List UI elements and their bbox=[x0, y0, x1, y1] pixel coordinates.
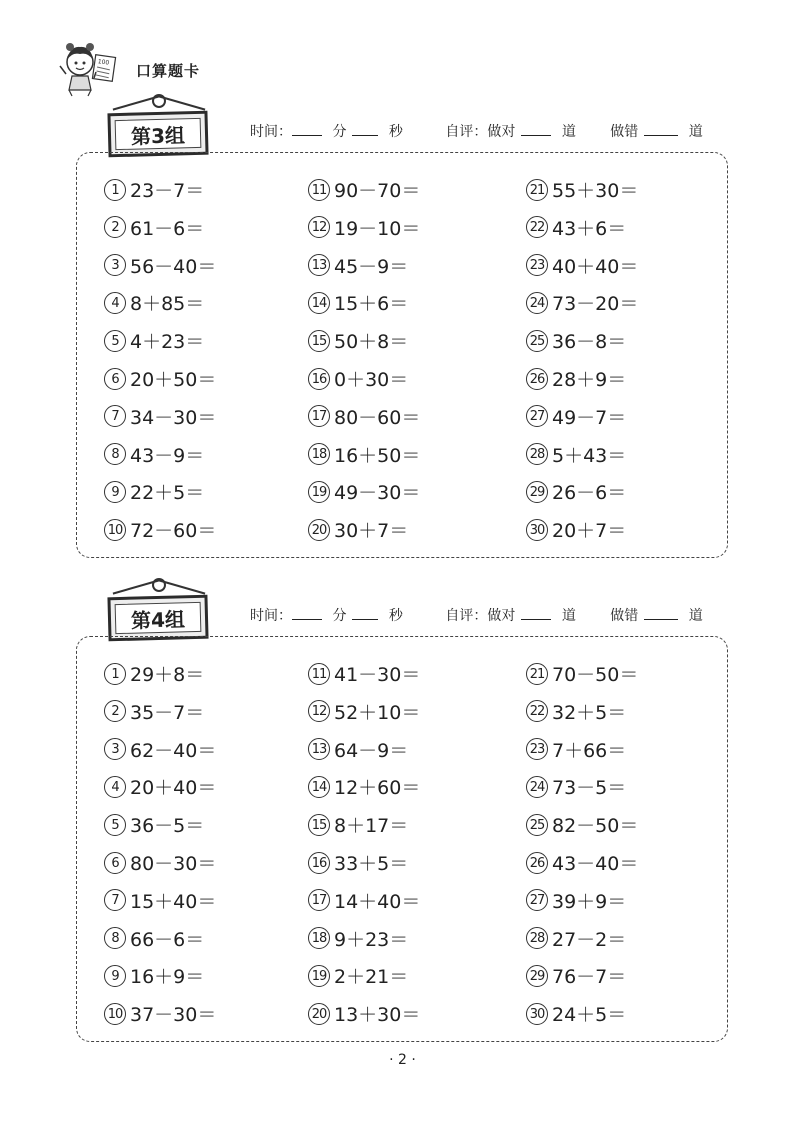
problem-item bbox=[526, 441, 626, 468]
problem-item bbox=[526, 365, 626, 392]
problem-expression: 80－60＝ bbox=[334, 406, 421, 429]
problem-item bbox=[104, 327, 204, 354]
problem-number: 2 bbox=[104, 700, 126, 722]
problem-item bbox=[308, 698, 420, 725]
problem-expression: 15＋40＝ bbox=[130, 890, 217, 913]
problem-expression: 50＋8＝ bbox=[334, 331, 409, 354]
problem-expression: 30＋7＝ bbox=[334, 520, 409, 543]
problem-item bbox=[526, 516, 626, 543]
problem-number: 30 bbox=[526, 519, 548, 541]
problem-number: 6 bbox=[104, 852, 126, 874]
problem-number: 26 bbox=[526, 368, 548, 390]
problem-item bbox=[526, 736, 626, 763]
problem-item bbox=[104, 736, 216, 763]
problem-number: 11 bbox=[308, 179, 330, 201]
problem-number: 11 bbox=[308, 663, 330, 685]
problem-expression: 29＋8＝ bbox=[130, 664, 205, 686]
problem-item bbox=[104, 660, 204, 687]
problem-item bbox=[104, 962, 204, 989]
problem-item bbox=[526, 252, 638, 279]
problem-item bbox=[104, 925, 204, 952]
problem-expression: 72－60＝ bbox=[130, 520, 217, 543]
problem-expression: 55＋30＝ bbox=[552, 180, 639, 202]
problem-expression: 16＋50＝ bbox=[334, 444, 421, 467]
problem-expression: 27－2＝ bbox=[552, 928, 627, 951]
problem-item bbox=[104, 214, 204, 241]
problem-number: 6 bbox=[104, 368, 126, 390]
group-title: 第3组 bbox=[115, 118, 202, 150]
problem-item bbox=[526, 478, 626, 505]
problem-number: 13 bbox=[308, 254, 330, 276]
problem-number: 16 bbox=[308, 852, 330, 874]
problem-item bbox=[104, 176, 204, 203]
problem-item bbox=[104, 773, 216, 800]
mascot-girl-icon bbox=[58, 38, 118, 98]
problem-expression: 36－8＝ bbox=[552, 331, 627, 354]
problem-number: 5 bbox=[104, 330, 126, 352]
problem-number: 8 bbox=[104, 443, 126, 465]
problem-item bbox=[308, 478, 420, 505]
problem-item bbox=[526, 214, 626, 241]
problem-item bbox=[526, 698, 626, 725]
problem-item bbox=[308, 289, 408, 316]
problem-item bbox=[526, 962, 626, 989]
problem-number: 10 bbox=[104, 1003, 126, 1025]
problem-item bbox=[526, 811, 638, 838]
problem-item bbox=[104, 887, 216, 914]
problem-expression: 73－20＝ bbox=[552, 293, 639, 316]
problem-number: 28 bbox=[526, 443, 548, 465]
problem-item bbox=[526, 176, 638, 203]
problem-item bbox=[526, 925, 626, 952]
problem-expression: 82－50＝ bbox=[552, 815, 639, 838]
problem-item bbox=[308, 365, 408, 392]
problem-expression: 56－40＝ bbox=[130, 255, 217, 278]
problem-number: 8 bbox=[104, 927, 126, 949]
problem-expression: 28＋9＝ bbox=[552, 369, 627, 391]
problem-item bbox=[526, 1000, 626, 1027]
problem-item bbox=[104, 252, 216, 279]
problem-number: 7 bbox=[104, 889, 126, 911]
problem-expression: 41－30＝ bbox=[334, 664, 421, 686]
problem-expression: 8＋17＝ bbox=[334, 815, 409, 838]
problem-number: 14 bbox=[308, 292, 330, 314]
problem-number: 24 bbox=[526, 776, 548, 798]
problem-number: 14 bbox=[308, 776, 330, 798]
problem-expression: 32＋5＝ bbox=[552, 701, 627, 724]
problem-number: 7 bbox=[104, 405, 126, 427]
problem-number: 29 bbox=[526, 481, 548, 503]
problem-number: 16 bbox=[308, 368, 330, 390]
problem-number: 15 bbox=[308, 330, 330, 352]
problem-item bbox=[526, 289, 638, 316]
problem-number: 23 bbox=[526, 254, 548, 276]
problem-expression: 9＋23＝ bbox=[334, 928, 409, 951]
problem-expression: 5＋43＝ bbox=[552, 444, 627, 467]
problem-number: 23 bbox=[526, 738, 548, 760]
problem-number: 13 bbox=[308, 738, 330, 760]
problem-expression: 8＋85＝ bbox=[130, 293, 205, 316]
problem-item bbox=[308, 327, 408, 354]
problem-item bbox=[308, 441, 420, 468]
problem-item bbox=[526, 403, 626, 430]
problem-item bbox=[308, 773, 420, 800]
svg-text:100: 100 bbox=[97, 58, 110, 67]
problem-number: 30 bbox=[526, 1003, 548, 1025]
problem-number: 21 bbox=[526, 663, 548, 685]
problem-expression: 80－30＝ bbox=[130, 853, 217, 875]
problem-item bbox=[104, 516, 216, 543]
problem-number: 9 bbox=[104, 965, 126, 987]
problem-number: 12 bbox=[308, 216, 330, 238]
problem-item bbox=[308, 403, 420, 430]
group-title-frame bbox=[108, 108, 212, 156]
problem-expression: 20＋40＝ bbox=[130, 777, 217, 800]
problem-expression: 73－5＝ bbox=[552, 777, 627, 800]
problem-number: 9 bbox=[104, 481, 126, 503]
problem-number: 12 bbox=[308, 700, 330, 722]
problem-expression: 7＋66＝ bbox=[552, 739, 627, 762]
problem-number: 1 bbox=[104, 663, 126, 685]
problem-number: 22 bbox=[526, 216, 548, 238]
problem-item bbox=[104, 441, 204, 468]
problem-item bbox=[526, 660, 638, 687]
problem-number: 26 bbox=[526, 852, 548, 874]
page-header bbox=[58, 38, 258, 98]
problem-expression: 15＋6＝ bbox=[334, 293, 409, 316]
problem-item bbox=[308, 176, 420, 203]
problem-expression: 23－7＝ bbox=[130, 180, 205, 202]
problem-expression: 64－9＝ bbox=[334, 739, 409, 762]
problem-number: 25 bbox=[526, 814, 548, 836]
problem-expression: 49－7＝ bbox=[552, 406, 627, 429]
problem-number: 5 bbox=[104, 814, 126, 836]
problem-number: 28 bbox=[526, 927, 548, 949]
problem-item bbox=[308, 736, 408, 763]
problem-expression: 12＋60＝ bbox=[334, 777, 421, 800]
problem-expression: 66－6＝ bbox=[130, 928, 205, 951]
time-eval-line: 时间： 分 秒 自评：做对 道 做错 道 bbox=[250, 608, 703, 624]
problem-number: 27 bbox=[526, 889, 548, 911]
problem-item bbox=[308, 660, 420, 687]
problem-item bbox=[104, 365, 216, 392]
problem-expression: 39＋9＝ bbox=[552, 890, 627, 913]
problem-expression: 36－5＝ bbox=[130, 815, 205, 838]
problem-item bbox=[526, 327, 626, 354]
problem-expression: 20＋7＝ bbox=[552, 520, 627, 543]
problem-number: 15 bbox=[308, 814, 330, 836]
problem-number: 17 bbox=[308, 405, 330, 427]
problem-expression: 90－70＝ bbox=[334, 180, 421, 202]
problem-item bbox=[308, 516, 408, 543]
problem-expression: 43－40＝ bbox=[552, 853, 639, 875]
problem-number: 2 bbox=[104, 216, 126, 238]
time-eval-line: 时间： 分 秒 自评：做对 道 做错 道 bbox=[250, 124, 703, 140]
problem-expression: 4＋23＝ bbox=[130, 331, 205, 354]
problem-item bbox=[104, 698, 204, 725]
problem-number: 29 bbox=[526, 965, 548, 987]
problem-expression: 19－10＝ bbox=[334, 217, 421, 240]
problem-item bbox=[308, 849, 408, 876]
problem-number: 20 bbox=[308, 519, 330, 541]
problem-expression: 33＋5＝ bbox=[334, 853, 409, 875]
problem-expression: 22＋5＝ bbox=[130, 482, 205, 505]
problem-number: 19 bbox=[308, 965, 330, 987]
problem-number: 3 bbox=[104, 254, 126, 276]
problem-expression: 35－7＝ bbox=[130, 701, 205, 724]
problem-item bbox=[526, 887, 626, 914]
group-title-frame bbox=[108, 592, 212, 640]
problem-item bbox=[104, 403, 216, 430]
problem-expression: 70－50＝ bbox=[552, 664, 639, 686]
problem-number: 3 bbox=[104, 738, 126, 760]
problem-item bbox=[308, 1000, 420, 1027]
problem-expression: 14＋40＝ bbox=[334, 890, 421, 913]
problem-number: 20 bbox=[308, 1003, 330, 1025]
problem-item bbox=[308, 962, 408, 989]
problem-expression: 20＋50＝ bbox=[130, 369, 217, 391]
problem-number: 27 bbox=[526, 405, 548, 427]
problem-number: 21 bbox=[526, 179, 548, 201]
problem-expression: 40＋40＝ bbox=[552, 255, 639, 278]
problem-item bbox=[104, 849, 216, 876]
problem-number: 1 bbox=[104, 179, 126, 201]
group-title: 第4组 bbox=[115, 602, 202, 634]
problem-number: 19 bbox=[308, 481, 330, 503]
problem-expression: 49－30＝ bbox=[334, 482, 421, 505]
problem-item bbox=[308, 811, 408, 838]
problem-number: 10 bbox=[104, 519, 126, 541]
problem-item bbox=[104, 1000, 216, 1027]
problem-expression: 76－7＝ bbox=[552, 966, 627, 989]
problem-number: 4 bbox=[104, 292, 126, 314]
problem-expression: 13＋30＝ bbox=[334, 1004, 421, 1027]
problem-item bbox=[526, 849, 638, 876]
problem-expression: 2＋21＝ bbox=[334, 966, 409, 989]
problem-expression: 61－6＝ bbox=[130, 217, 205, 240]
problem-expression: 45－9＝ bbox=[334, 255, 409, 278]
problem-expression: 0＋30＝ bbox=[334, 369, 409, 391]
problem-expression: 52＋10＝ bbox=[334, 701, 421, 724]
page-number: · 2 · bbox=[389, 1052, 416, 1068]
problem-item bbox=[308, 925, 408, 952]
problem-expression: 34－30＝ bbox=[130, 406, 217, 429]
problem-item bbox=[308, 214, 420, 241]
problem-number: 25 bbox=[526, 330, 548, 352]
problem-number: 24 bbox=[526, 292, 548, 314]
problem-item bbox=[308, 252, 408, 279]
problem-expression: 62－40＝ bbox=[130, 739, 217, 762]
problem-item bbox=[526, 773, 626, 800]
problem-number: 18 bbox=[308, 927, 330, 949]
problem-item bbox=[104, 289, 204, 316]
problem-number: 18 bbox=[308, 443, 330, 465]
header-title: 口算题卡 bbox=[136, 62, 201, 80]
problem-expression: 16＋9＝ bbox=[130, 966, 205, 989]
problem-expression: 43＋6＝ bbox=[552, 217, 627, 240]
problem-expression: 37－30＝ bbox=[130, 1004, 217, 1027]
problem-number: 22 bbox=[526, 700, 548, 722]
problem-item bbox=[104, 811, 204, 838]
problem-number: 17 bbox=[308, 889, 330, 911]
problem-item bbox=[308, 887, 420, 914]
problem-expression: 24＋5＝ bbox=[552, 1004, 627, 1027]
problem-expression: 43－9＝ bbox=[130, 444, 205, 467]
problem-expression: 26－6＝ bbox=[552, 482, 627, 505]
problem-item bbox=[104, 478, 204, 505]
problem-number: 4 bbox=[104, 776, 126, 798]
